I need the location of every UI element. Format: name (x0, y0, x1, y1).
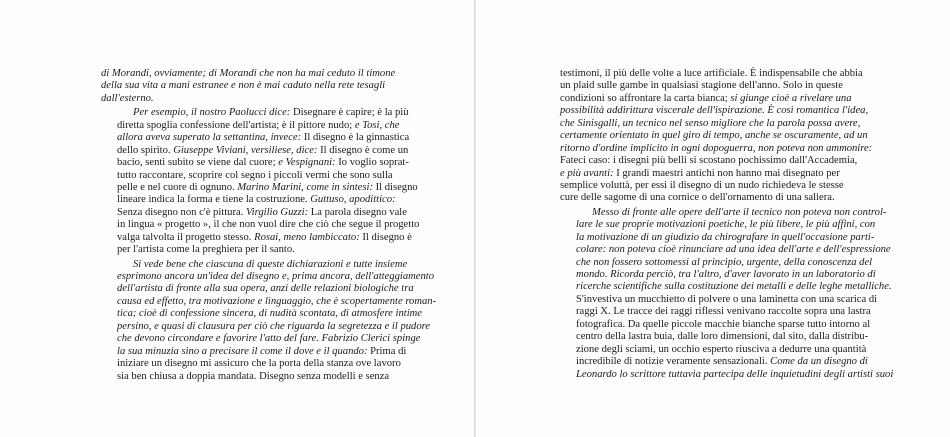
roman-text: Fateci caso: i disegni più belli si scostano pochissimo dall'Accademia, (560, 155, 858, 167)
roman-text: raggi X. Le tracce dei raggi riflessi venivano raccolte sopra una lastra (576, 306, 871, 318)
roman-text: bacio, senti subito se viene dal cuore; (117, 157, 279, 169)
roman-text: semplice voluttà, per essi il disegno di un nudo richiedeva le stesse (560, 179, 844, 191)
text-line (101, 283, 414, 295)
roman-text: La parola disegno vale (310, 206, 407, 218)
italic-text: colare: non poteva cioè rinunciare ad una idea dell'arte e dell'espressione (576, 244, 891, 256)
text-line (560, 130, 868, 142)
roman-text: dello spirito. (117, 144, 174, 156)
text-line (101, 271, 435, 283)
roman-text: Il disegno (375, 181, 418, 193)
roman-text: pelle e nel cuore di ognuno. (117, 181, 238, 193)
italic-text: lare le sue proprie motivazioni poetiche, le più libere, le più affini, con (576, 219, 876, 231)
text-line (560, 80, 843, 92)
italic-text: persino, e quasi di clausura per ciò che riguarda la segretezza e il pudore (117, 320, 431, 332)
roman-text: I grandi maestri antichi non hanno mai disegnato per (616, 167, 840, 179)
text-line (560, 256, 873, 269)
roman-text: testimoni, il più delle volte a luce artificiale. È indispensabile che abbia (560, 68, 863, 79)
text-line (560, 306, 871, 318)
italic-text: Virgilio Guzzi: (246, 206, 311, 218)
paragraph (101, 258, 437, 383)
text-line (101, 93, 377, 105)
roman-text: Il disegno è (362, 231, 412, 243)
text-line (560, 318, 871, 331)
italic-text: causa ed effetto, tra motivazione e linguaggio, che è scopertamente roman- (117, 295, 437, 307)
text-line (560, 356, 868, 368)
roman-text: fotografica. Da quelle piccole macchie bianche sparse tutto intorno al (576, 318, 871, 330)
text-line (560, 269, 876, 281)
italic-text: allora aveva superato la settantina, invece: (117, 132, 304, 144)
text-line (101, 107, 409, 119)
text-line (560, 343, 867, 356)
text-line (560, 331, 869, 343)
roman-text: Prima di (370, 345, 407, 357)
roman-text: Il disegno è la ginnastica (303, 132, 410, 144)
text-line (101, 345, 407, 358)
text-line (101, 244, 377, 256)
text-line (101, 333, 421, 345)
roman-text: Disegnare è capire; è la più (292, 107, 409, 119)
right-page (476, 0, 950, 437)
text-line (560, 155, 858, 167)
roman-text: lineare indica la forma e tiene la costruzione. (117, 194, 311, 206)
text-line (101, 358, 401, 370)
text-line (560, 231, 875, 244)
text-line (560, 68, 863, 80)
italic-text: dell'artista di fronte alla sua opera, anzi delle relazioni biologiche tra (117, 283, 414, 295)
text-line (101, 258, 408, 271)
paragraph (101, 107, 420, 256)
roman-text: Il disegno è come un (320, 144, 409, 156)
roman-text: in lingua « progetto », il che non vuol dire che ciò che segue il progetto (117, 219, 420, 231)
italic-text: la motivazione di un giudizio da chirografare in quell'occasione parti- (576, 231, 875, 243)
text-line (560, 192, 836, 204)
italic-text: Per esempio, il nostro Paolucci dice: (133, 107, 293, 119)
text-line (101, 206, 407, 219)
roman-text: per l'artista come la preghiera per il santo. (117, 244, 295, 256)
italic-text: Messo di fronte alle opere dell'arte il tecnico non poteva non control- (592, 206, 887, 218)
italic-text: la sua minuzia sino a precisare il come il dove e il quando: (117, 345, 371, 357)
roman-text: tutto raccontare, scoprire col segno i piccoli vermi che sono sulla (117, 169, 393, 181)
italic-text: che Sinisgalli, un tecnico nel senso migliore che la parola possa avere, (560, 117, 861, 129)
text-line (101, 169, 393, 182)
text-line (560, 105, 869, 117)
paragraph (101, 68, 396, 105)
roman-text: Senza disegno non c'è pittura. (117, 206, 246, 218)
text-line (101, 144, 409, 157)
italic-text: della sua vita a mani estranee e non è mai caduto nella rete tesagli (101, 80, 386, 92)
italic-text: Si vede bene che ciascuna di queste dichiarazioni e tutte insieme (133, 258, 408, 270)
italic-text: e Vespignani: (278, 157, 339, 169)
italic-text: che devono circondare e favorire l'atto del fare. Fabrizio Clerici spinge (117, 333, 421, 345)
italic-text: possibilità addirittura viscerale dell'ispirazione. È così romantica l'idea, (560, 105, 869, 117)
text-line (101, 320, 431, 333)
text-line (560, 244, 891, 256)
text-line (560, 293, 878, 306)
roman-text: centro della lastra buia, dalle loro dimensioni, dal sito, dalla distribu- (576, 331, 869, 343)
italic-text: certamente orientato in quel giro di tempo, anche se oscuramente, ad un (560, 130, 868, 142)
roman-text: zione degli sciami, un occhio esperto riusciva a dedurre una quantità (576, 343, 867, 355)
roman-text: condizioni so affrontare la carta bianca; (560, 92, 731, 104)
roman-text: diretta spoglia confessione dell'artista; è il pittore nudo; (117, 119, 355, 131)
text-line (560, 179, 844, 192)
italic-text: si giunge cioè a rivelare una (730, 92, 852, 104)
italic-text: di Morandi, ovviamente; di Morandi che non ha mai ceduto il timone (101, 68, 396, 79)
roman-text: sia ben chiusa a doppia mandata. Disegno senza modelli e senza (117, 370, 390, 382)
text-line (560, 368, 894, 381)
italic-text: Giuseppe Viviani, versiliese, dice: (173, 144, 321, 156)
roman-text: Io voglio soprat- (338, 157, 409, 169)
italic-text: dall'esterno. (101, 92, 154, 104)
italic-text: Guttuso, apoditticо: (310, 194, 396, 206)
text-line (101, 68, 396, 80)
text-line (101, 219, 420, 231)
text-line (560, 142, 873, 155)
text-line (560, 92, 852, 105)
paragraph (560, 206, 894, 381)
text-line (101, 132, 410, 144)
paragraph (560, 68, 873, 205)
roman-text: iniziare un disegno mi assicuro che la porta della stanza ove lavoro (117, 358, 401, 370)
italic-text: e Tosi, che (354, 119, 400, 131)
left-page (0, 0, 474, 437)
left-page-text (101, 68, 437, 383)
text-line (101, 119, 400, 132)
italic-text: Leonardo lo scrittore tuttavia partecipa delle inquietudini degli artisti suoi (576, 368, 894, 380)
italic-text: che non fossero sottomessi al principio, urgente, della conoscenza del (576, 256, 873, 268)
text-line (101, 308, 423, 320)
text-line (560, 167, 840, 180)
roman-text: cure delle sagome di una cornice o dell'ornamento di una saliera. (560, 192, 835, 204)
roman-text: un plaid sulle gambe in qualsiasi stagione dell'anno. Solo in queste (560, 80, 843, 92)
text-line (560, 281, 892, 293)
italic-text: ritorno d'ordine implicito in ogni dopoguerra, non poteva non ammonire: (560, 142, 873, 154)
text-line (560, 206, 887, 219)
italic-text: Come da un disegno di (770, 356, 868, 368)
text-line (560, 117, 861, 130)
italic-text: Rosai, meno lambiccato: (254, 231, 363, 243)
italic-text: tica; cioè di confessione sincera, di nudità scontata, di atmosfere intime (117, 308, 423, 320)
right-page-text (560, 68, 894, 381)
roman-text: S'investiva un mucchietto di polvere o una laminetta con una scarica di (576, 293, 878, 305)
roman-text: incredibile di notizie veramente sensazionali. (576, 356, 771, 368)
roman-text: valga talvolta il progetto stesso. (117, 231, 255, 243)
text-line (101, 80, 386, 92)
text-line (101, 181, 418, 194)
text-line (101, 231, 412, 244)
italic-text: e più avanti: (560, 167, 617, 179)
text-line (101, 370, 390, 383)
text-line (101, 157, 409, 169)
italic-text: esprimono ancora un'idea del disegno e, prima ancora, dell'atteggiamento (117, 271, 435, 282)
italic-text: mondo. Ricorda perciò, tra l'altro, d'aver lavorato in un laboratorio di (576, 269, 876, 280)
text-line (101, 295, 437, 308)
text-line (101, 194, 396, 206)
text-line (560, 219, 876, 231)
italic-text: Marino Marini, come in sintesi: (237, 181, 376, 193)
italic-text: ricerche scientifiche sulla costituzione dei metalli e delle leghe metalliche. (576, 281, 892, 293)
